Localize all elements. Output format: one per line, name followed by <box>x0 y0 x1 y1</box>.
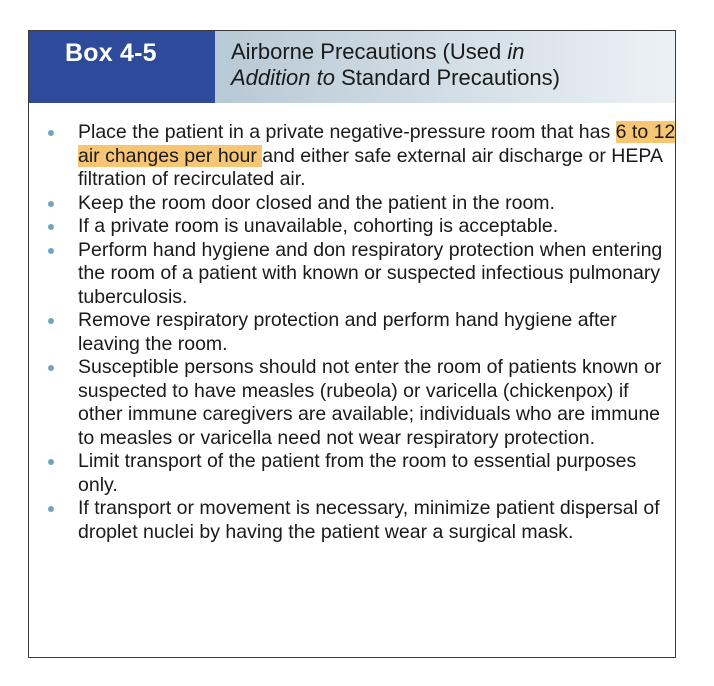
box-title <box>215 31 675 103</box>
list-item <box>78 121 677 192</box>
list-item: Keep the room door closed and the patient in the room. <box>78 192 677 216</box>
list-item: Limit transport of the patient from the room to essential purposes only. <box>78 450 677 497</box>
title-italic-addition-to: Addition to <box>231 65 335 90</box>
box-header <box>29 31 675 103</box>
list-item: If a private room is unavailable, cohorting is acceptable. <box>78 215 677 239</box>
item-text: and either safe external air discharge or HEPA filtration of recirculated air. <box>78 144 662 190</box>
list-item: If transport or movement is necessary, minimize patient dispersal of droplet nuclei by having the patient wear a surgical mask. <box>78 497 677 544</box>
precautions-box <box>28 30 676 658</box>
title-part2: Standard Precautions) <box>334 65 560 90</box>
item-text: Place the patient in a private negative-pressure room that has <box>78 121 616 143</box>
list-item: Remove respiratory protection and perform hand hygiene after leaving the room. <box>78 309 677 356</box>
precautions-list <box>29 121 677 544</box>
list-item: Perform hand hygiene and don respiratory protection when entering the room of a patient with known or suspected infectious pulmonary tuberculosis. <box>78 239 677 310</box>
highlighted-text: 6 to 12 air changes per hour <box>78 121 676 167</box>
list-item: Susceptible persons should not enter the room of patients known or suspected to have measles (rubeola) or varicella (chickenpox) if other immune caregivers are available; individuals who are immune to measles or varicella need not wear respiratory protection. <box>78 356 677 450</box>
title-italic-in: in <box>507 39 525 64</box>
title-part1: Airborne Precautions (Used <box>231 39 508 64</box>
box-label: Box 4-5 <box>29 31 215 103</box>
